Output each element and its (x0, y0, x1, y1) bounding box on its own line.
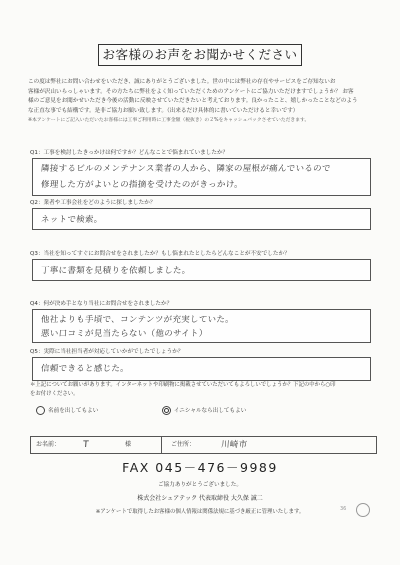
cashback-note: ※本アンケートにご記入いただいたお客様には工事ご利用時に工事金額（税抜き）の２%をキャッシュバックさせていただきます。 (28, 118, 310, 124)
thanks-text: ご協力ありがとうございました。 (158, 482, 242, 488)
answer-line: 隣接するビルのメンテナンス業者の人から、隣家の屋根が痛んでいるので (40, 164, 332, 174)
publication-options (36, 406, 246, 415)
answer-line: ネットで検索。 (40, 215, 103, 225)
address-value[interactable]: 川崎市 (220, 440, 248, 450)
intro-text (28, 78, 373, 126)
contact-table (30, 436, 377, 454)
answer-line: 悪い口コミが見当たらない（他のサイト） (40, 329, 208, 339)
answer-line: 信頼できると感じた。 (40, 364, 130, 374)
question-3-label: Q3：当社を知ってすぐにお問合せをされましたか？もし悩まれたとしたらどんなことが不安でしたか？ (30, 251, 290, 257)
honorific-label: 様 (125, 441, 132, 448)
name-label: お名前： (36, 441, 61, 448)
name-value[interactable]: T (82, 440, 90, 450)
question-1-answer-box[interactable] (32, 158, 371, 196)
question-5-answer-box[interactable] (32, 357, 371, 381)
intro-line: 様のご意見をお聞かせいただき今後の活動に反映させていただきたいと考えております。良かったこと、嬉しかったことなどのよう (28, 98, 358, 105)
question-4-label: Q4：何が決め手となり当社にお問合せをされましたか？ (30, 301, 173, 307)
publication-request (30, 381, 375, 399)
stamp-icon (356, 503, 370, 517)
question-3-answer-box[interactable] (32, 259, 371, 281)
intro-line: 客様が沢山いらっしゃいます。その方たちに弊社をよく知っていただくためのアンケートにご協力いただけますでしょうか？ お客 (28, 88, 354, 95)
question-1-label: Q1：工事を検討したきっかけは何ですか？どんなことで悩まれていましたか？ (30, 150, 229, 156)
table-divider (161, 437, 162, 453)
page-number: 36 (340, 506, 347, 512)
question-2-label: Q2：業者や工事会社をどのように探しましたか？ (30, 200, 156, 206)
fax-number: FAX 045－476－9989 (122, 460, 278, 475)
option-named-radio[interactable] (36, 406, 45, 415)
question-2-answer-box[interactable] (32, 208, 371, 230)
option-named-label: 名前を出してもよい (48, 408, 99, 414)
answer-line: 他社よりも手頃で、コンテンツが充実していた。 (40, 315, 235, 325)
page-title: お客様のお声をお聞かせください (98, 44, 302, 66)
question-4-answer-box[interactable] (32, 309, 371, 343)
address-label: ご住所： (171, 441, 196, 448)
intro-line: な正直な事でも結構です。是非ご協力お願い致します。（出来るだけ具体的に書いていただけると幸いです） (28, 107, 299, 114)
company-name: 株式会社シェアテック 代表取締役 大久保 誠二 (137, 495, 263, 502)
option-initial-radio[interactable] (162, 406, 171, 415)
answer-line: 修理した方がよいとの指摘を受けたのがきっかけ。 (40, 180, 244, 190)
intro-line: この度は弊社にお問い合わせをいただき、誠にありがとうございました。世の中には弊社の存在やサービスをご存知ないお (28, 79, 336, 85)
option-initial-label: イニシャルなら出してもよい (173, 408, 247, 414)
publication-request-line: ＊上記についてお願いがあります。インターネットや印刷物に掲載させていただいてもよろしいでしょうか？下記の中から○印 (30, 382, 336, 388)
answer-line: 丁寧に書類を見積りを依頼しました。 (40, 266, 191, 276)
privacy-note: ※アンケートで取得したお客様の個人情報は関係法規に基づき厳正に管理いたします。 (95, 509, 305, 515)
publication-request-line: をお付けください。 (30, 391, 79, 397)
question-5-label: Q5：実際に当社担当者が対応していかがでしたでしょうか？ (30, 349, 184, 355)
